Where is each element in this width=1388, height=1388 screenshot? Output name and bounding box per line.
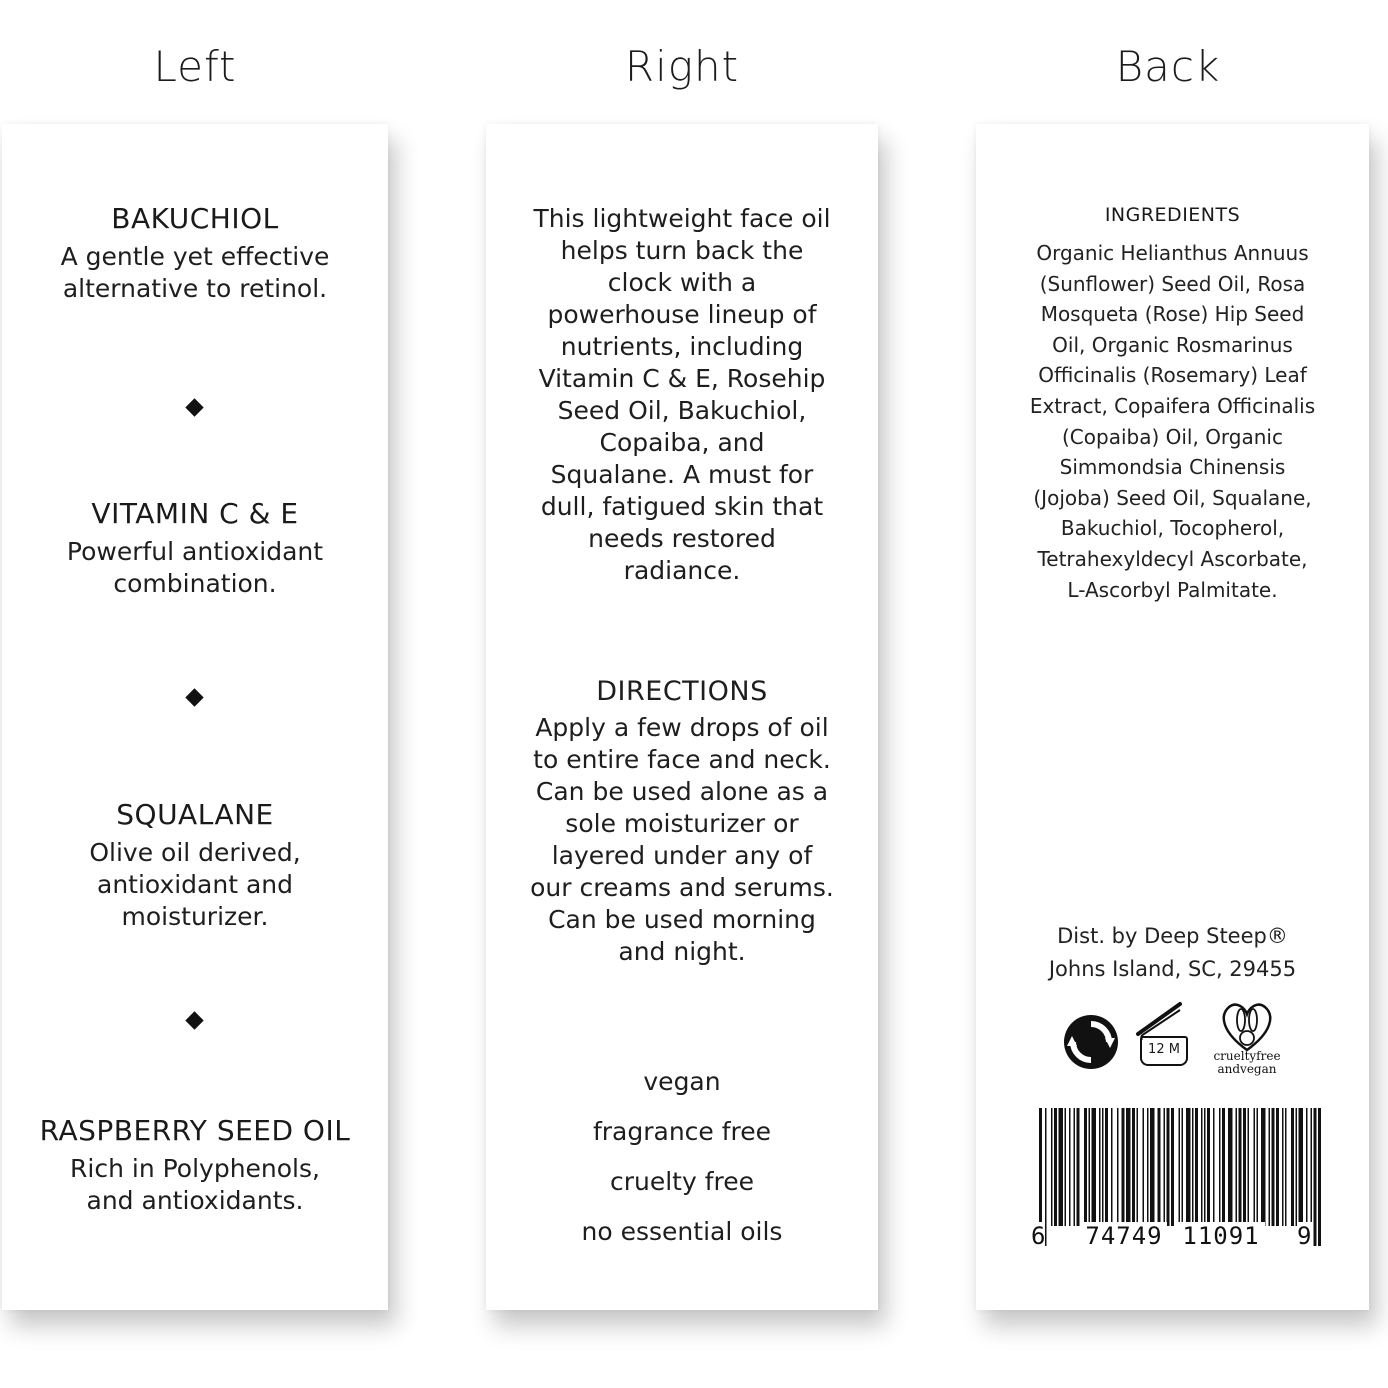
barcode-bar bbox=[1195, 1108, 1198, 1226]
benefit-raspberry-seed-oil bbox=[2, 1114, 388, 1217]
barcode-bar bbox=[1054, 1108, 1057, 1226]
barcode-bar bbox=[1158, 1108, 1161, 1226]
barcode-bar bbox=[1065, 1108, 1067, 1226]
barcode-digits-left: 74749 bbox=[1081, 1222, 1167, 1250]
barcode-bar bbox=[1137, 1108, 1139, 1226]
barcode-bar bbox=[1282, 1108, 1284, 1226]
bunny-heart-icon bbox=[1212, 998, 1282, 1088]
product-claims bbox=[486, 1064, 878, 1264]
claim-no-essential-oils: no essential oils bbox=[581, 1217, 783, 1246]
barcode-bar bbox=[1239, 1108, 1242, 1226]
benefit-description: Powerful antioxidant combination. bbox=[66, 537, 324, 598]
barcode-bar bbox=[1092, 1108, 1097, 1226]
and-vegan-text: andvegan bbox=[1217, 1062, 1277, 1076]
barcode-bar bbox=[1143, 1108, 1145, 1226]
barcode-bar bbox=[1228, 1108, 1233, 1226]
directions-title: DIRECTIONS bbox=[596, 676, 768, 707]
left-label-panel bbox=[2, 124, 388, 1310]
benefit-description: Olive oil derived, antioxidant and moisturizer. bbox=[89, 838, 301, 931]
barcode-bar bbox=[1074, 1108, 1076, 1226]
ingredients-list: Organic Helianthus Annuus (Sunflower) Seed Oil, Rosa Mosqueta (Rose) Hip Seed Oil, Organic Rosmarinus Officinalis (Rosemary) Leaf Extract, Copaifera Officinalis (Copaiba) Oil, Organic Simmondsia Chinensis (Jojoba) Seed Oil, Squalane, Bakuchiol, Tocopherol, Tetrahexyldecyl Ascorbate, L-Ascorbyl Palmitate. bbox=[1029, 241, 1316, 602]
barcode-bar bbox=[1314, 1108, 1317, 1246]
barcode-bar bbox=[1243, 1108, 1246, 1226]
claim-vegan: vegan bbox=[643, 1067, 721, 1096]
barcode-bar bbox=[1164, 1108, 1166, 1226]
benefit-vitamin-c-e bbox=[2, 497, 388, 600]
barcode-bar bbox=[1192, 1108, 1194, 1226]
barcode-bar bbox=[1126, 1108, 1131, 1226]
barcode-bar bbox=[1285, 1108, 1287, 1226]
barcode-bar bbox=[1296, 1108, 1298, 1226]
ingredients-title: INGREDIENTS bbox=[1104, 204, 1241, 226]
barcode-bar bbox=[1059, 1108, 1064, 1226]
product-description: This lightweight face oil helps turn back the clock with a powerhouse lineup of nutrients, including Vitamin C & E, Rosehip Seed Oil, Bakuchiol, Copaiba, and Squalane. A must for dull, fatigued skin that needs restored radiance. bbox=[533, 204, 831, 585]
benefit-name: VITAMIN C & E bbox=[91, 497, 299, 530]
barcode-digits-right: 11091 bbox=[1177, 1222, 1265, 1250]
barcode-bar bbox=[1204, 1108, 1206, 1226]
diamond-divider bbox=[185, 688, 203, 706]
barcode-bar bbox=[1167, 1108, 1170, 1226]
barcode-bar bbox=[1069, 1108, 1071, 1226]
cruelty-free-text: crueltyfree bbox=[1213, 1049, 1281, 1063]
barcode-bar bbox=[1291, 1108, 1294, 1226]
barcode-bar bbox=[1147, 1108, 1149, 1226]
benefit-description: A gentle yet effective alternative to retinol. bbox=[60, 242, 330, 303]
benefit-squalane bbox=[2, 798, 388, 933]
barcode-bar bbox=[1171, 1108, 1174, 1226]
benefit-bakuchiol bbox=[2, 202, 388, 305]
directions-section bbox=[506, 676, 858, 968]
barcode-bar bbox=[1122, 1108, 1125, 1226]
barcode-bar bbox=[1318, 1108, 1321, 1246]
benefit-description: Rich in Polyphenols, and antioxidants. bbox=[70, 1154, 320, 1215]
barcode-bar bbox=[1201, 1108, 1203, 1226]
diamond-divider bbox=[185, 1011, 203, 1029]
barcode bbox=[1031, 1108, 1331, 1258]
barcode-bar bbox=[1272, 1108, 1275, 1226]
barcode-bar bbox=[1045, 1108, 1047, 1246]
claim-fragrance-free: fragrance free bbox=[592, 1117, 772, 1146]
distributor-info: Dist. by Deep Steep® Johns Island, SC, 29455 bbox=[1048, 924, 1297, 981]
barcode-bar bbox=[1257, 1108, 1259, 1226]
barcode-bar bbox=[1236, 1108, 1238, 1226]
barcode-bar bbox=[1299, 1108, 1304, 1226]
barcode-bar bbox=[1207, 1108, 1210, 1226]
back-label-panel bbox=[976, 124, 1369, 1310]
barcode-bar bbox=[1099, 1108, 1101, 1226]
column-title-back: Back bbox=[1115, 42, 1221, 91]
barcode-bar bbox=[1105, 1108, 1108, 1226]
barcode-bar bbox=[1132, 1108, 1135, 1226]
barcode-bar bbox=[1261, 1108, 1266, 1226]
benefit-name: SQUALANE bbox=[116, 798, 274, 831]
label-icons bbox=[976, 998, 1369, 1088]
barcode-bar bbox=[1269, 1108, 1271, 1226]
barcode-bar bbox=[1219, 1108, 1221, 1226]
barcode-bar bbox=[1051, 1108, 1053, 1226]
barcode-first-digit: 6 bbox=[1031, 1222, 1046, 1250]
barcode-bar bbox=[1248, 1108, 1250, 1226]
column-title-right: Right bbox=[624, 42, 740, 91]
right-label-panel bbox=[486, 124, 878, 1310]
benefit-name: BAKUCHIOL bbox=[111, 202, 279, 235]
column-title-left: Left bbox=[153, 42, 237, 91]
barcode-bar bbox=[1150, 1108, 1155, 1226]
barcode-bar bbox=[1089, 1108, 1091, 1226]
barcode-bar bbox=[1186, 1108, 1191, 1226]
diamond-divider bbox=[185, 398, 203, 416]
open-jar-icon bbox=[1134, 998, 1194, 1070]
barcode-bar bbox=[1077, 1108, 1080, 1226]
barcode-last-digit: 9 bbox=[1297, 1222, 1312, 1250]
pao-label: 12 M bbox=[1140, 1036, 1188, 1066]
barcode-bar bbox=[1102, 1108, 1104, 1226]
barcode-bar bbox=[1222, 1108, 1225, 1226]
barcode-bar bbox=[1213, 1108, 1215, 1226]
benefit-name: RASPBERRY SEED OIL bbox=[39, 1114, 351, 1147]
barcode-bar bbox=[1117, 1108, 1119, 1226]
barcode-bar bbox=[1276, 1108, 1279, 1226]
recycle-icon bbox=[1061, 1012, 1121, 1072]
barcode-bar bbox=[1254, 1108, 1256, 1226]
directions-text: Apply a few drops of oil to entire face and neck. Can be used alone as a sole moisturizer or layered under any of our creams and serums. Can be used morning and night. bbox=[530, 713, 834, 966]
barcode-bar bbox=[1111, 1108, 1113, 1226]
barcode-bar bbox=[1084, 1108, 1087, 1226]
claim-cruelty-free: cruelty free bbox=[609, 1167, 755, 1196]
barcode-bar bbox=[1306, 1108, 1308, 1226]
